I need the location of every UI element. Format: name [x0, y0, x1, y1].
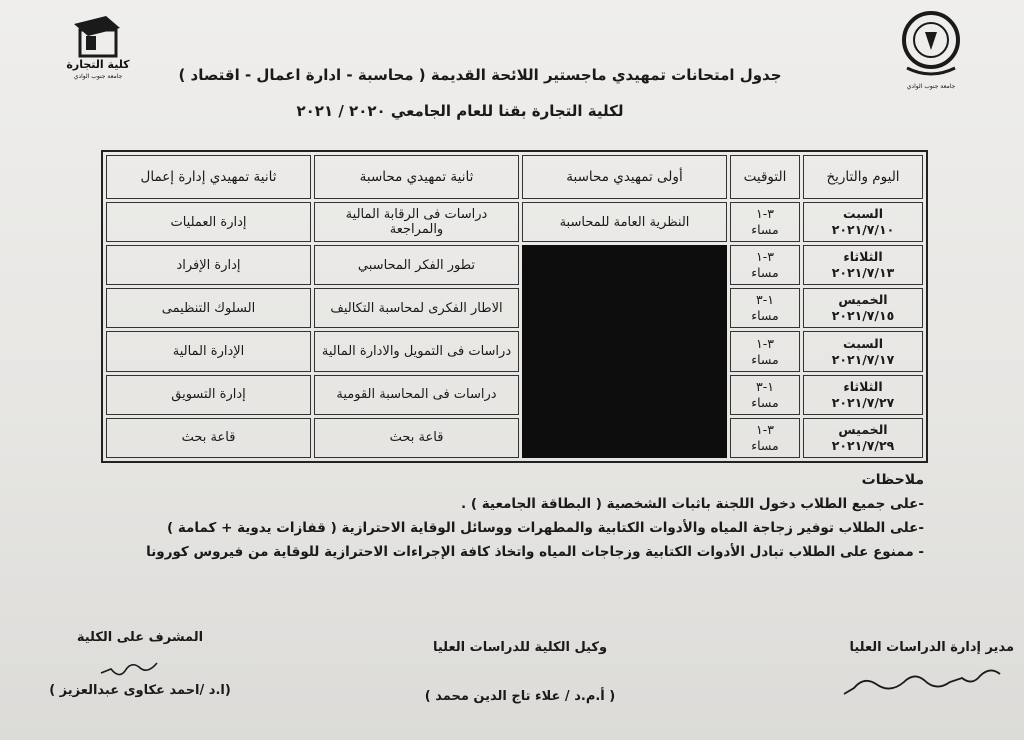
second-prep-accounting-cell: دراسات فى المحاسبة القومية	[314, 375, 519, 415]
day-date-cell: السبت ٢٠٢١/٧/١٧	[803, 331, 923, 371]
note-item: -على الطلاب توفير زجاجة المياه والأدوات الكتابية والمطهرات ووسائل الوقاية الاحترازية ( قفازات يدوية + كمامة )	[166, 520, 924, 536]
exam-schedule-table	[101, 150, 928, 463]
blacked-out-cell	[522, 245, 727, 458]
table-row	[106, 418, 923, 458]
table-row	[106, 288, 923, 328]
second-prep-business-cell: إدارة الإفراد	[106, 245, 311, 285]
day-date-cell: السبت ٢٠٢١/٧/١٠	[803, 202, 923, 242]
time-cell: ١-٣ مساء	[730, 288, 800, 328]
second-prep-business-cell: إدارة التسويق	[106, 375, 311, 415]
vice-dean-title: وكيل الكلية للدراسات العليا	[432, 640, 608, 655]
supervisor-name: (ا.د /احمد عكاوى عبدالعزيز )	[49, 683, 231, 698]
faculty-logo	[60, 14, 132, 80]
table-header-row	[106, 155, 923, 199]
header-first-prep-accounting: أولى تمهيدي محاسبة	[522, 155, 727, 199]
vice-dean-name: ( أ.م.د / علاء تاج الدين محمد )	[424, 689, 616, 704]
signature-director	[814, 640, 1014, 655]
first-prep-cell: النظرية العامة للمحاسبة	[522, 202, 727, 242]
second-prep-business-cell: الإدارة المالية	[106, 331, 311, 371]
supervisor-signature-scribble	[95, 655, 165, 683]
university-seal	[895, 8, 967, 94]
day-date-cell: الخميس ٢٠٢١/٧/١٥	[803, 288, 923, 328]
document-subtitle: لكلية التجارة بقنا للعام الجامعي ٢٠٢٠ / ٢٠٢١	[296, 102, 624, 120]
day-date-cell: الثلاثاء ٢٠٢١/٧/١٣	[803, 245, 923, 285]
director-signature-scribble	[840, 662, 1010, 702]
table-row	[106, 331, 923, 371]
second-prep-business-cell: قاعة بحث	[106, 418, 311, 458]
second-prep-accounting-cell: الاطار الفكرى لمحاسبة التكاليف	[314, 288, 519, 328]
time-cell: ٣-١ مساء	[730, 331, 800, 371]
day-date-cell: الثلاثاء ٢٠٢١/٧/٢٧	[803, 375, 923, 415]
second-prep-business-cell: السلوك التنظيمى	[106, 288, 311, 328]
note-item: -على جميع الطلاب دخول اللجنة باثبات الشخصية ( البطاقة الجامعية ) .	[461, 496, 924, 512]
second-prep-accounting-cell: دراسات فى الرقابة المالية والمراجعة	[314, 202, 519, 242]
note-item: - ممنوع على الطلاب تبادل الأدوات الكتابية وزجاجات المياه واتخاذ كافة الإجراءات الاحترازية للوقاية من فيروس كورونا	[146, 544, 924, 560]
header-time: التوقيت	[730, 155, 800, 199]
time-cell: ٣-١ مساء	[730, 202, 800, 242]
second-prep-accounting-cell: تطور الفكر المحاسبي	[314, 245, 519, 285]
signature-vice-dean	[395, 640, 645, 704]
director-title: مدير إدارة الدراسات العليا	[849, 640, 1014, 655]
faculty-logo-text: كلية التجارة	[66, 58, 130, 71]
document-title: جدول امتحانات تمهيدي ماجستير اللائحة القديمة ( محاسبة - ادارة اعمال - اقتصاد )	[178, 66, 782, 84]
header-day-date: اليوم والتاريخ	[803, 155, 923, 199]
notes-heading: ملاحظات	[861, 472, 924, 488]
table-row	[106, 245, 923, 285]
university-seal-text: جامعة جنوب الوادي	[906, 83, 956, 90]
notes-section	[104, 468, 924, 564]
time-cell: ٣-١ مساء	[730, 418, 800, 458]
time-cell: ١-٣ مساء	[730, 375, 800, 415]
supervisor-title: المشرف على الكلية	[76, 630, 204, 645]
second-prep-accounting-cell: دراسات فى التمويل والادارة المالية	[314, 331, 519, 371]
table-row	[106, 202, 923, 242]
faculty-logo-subtext: جامعة جنوب الوادي	[73, 73, 123, 80]
second-prep-accounting-cell: قاعة بحث	[314, 418, 519, 458]
second-prep-business-cell: إدارة العمليات	[106, 202, 311, 242]
header-second-prep-accounting: ثانية تمهيدي محاسبة	[314, 155, 519, 199]
header-second-prep-business: ثانية تمهيدي إدارة إعمال	[106, 155, 311, 199]
table-row	[106, 375, 923, 415]
time-cell: ٣-١ مساء	[730, 245, 800, 285]
day-date-cell: الخميس ٢٠٢١/٧/٢٩	[803, 418, 923, 458]
